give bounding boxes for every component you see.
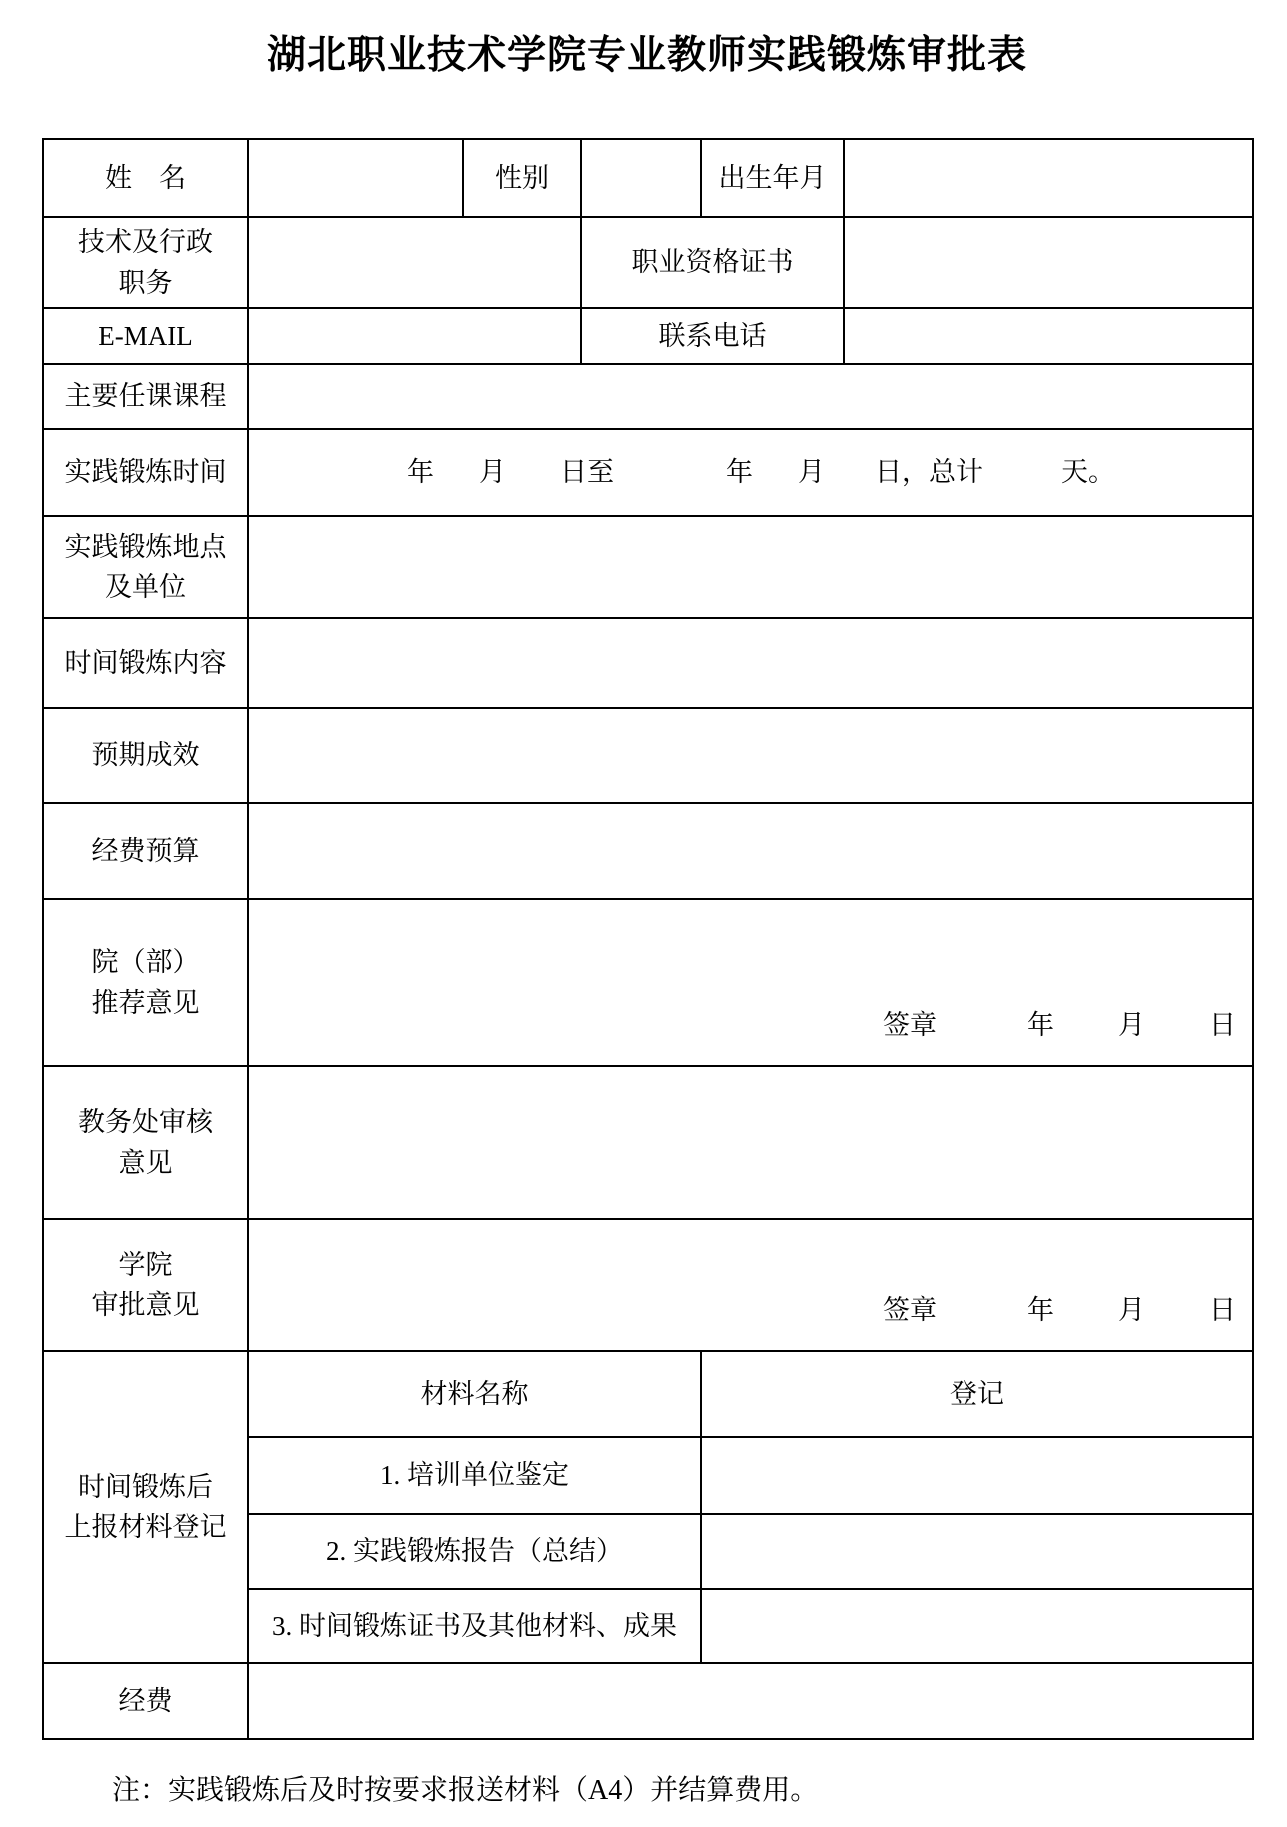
practice-place-label <box>43 516 248 618</box>
expected-results-label: 预期成效 <box>43 708 248 803</box>
birth-label: 出生年月 <box>701 139 844 217</box>
dept-year-label: 年 <box>1027 1009 1054 1040</box>
material-item-2-register-cell[interactable] <box>701 1514 1253 1589</box>
materials-registration-label <box>43 1351 248 1663</box>
budget-label: 经费预算 <box>43 803 248 899</box>
dept-opinion-label-line2: 推荐意见 <box>91 987 200 1018</box>
phone-input-cell[interactable] <box>844 308 1253 364</box>
email-label: E-MAIL <box>43 308 248 364</box>
time-day2-label: 日，总计 <box>875 457 983 488</box>
phone-label: 联系电话 <box>581 308 844 364</box>
academic-office-label <box>43 1066 248 1219</box>
academic-office-label-line1: 教务处审核 <box>78 1107 213 1137</box>
materials-registration-label-line1: 时间锻炼后 <box>78 1471 213 1502</box>
time-year2-label: 年 <box>726 457 753 488</box>
courses-input-cell[interactable] <box>248 364 1253 429</box>
tech-admin-label-line2: 职务 <box>118 267 173 298</box>
gender-label: 性别 <box>463 139 581 217</box>
budget-input-cell[interactable] <box>248 803 1253 899</box>
dept-opinion-label-line1: 院（部） <box>91 947 200 977</box>
footnote: 注：实践锻炼后及时按要求报送材料（A4）并结算费用。 <box>112 1775 819 1806</box>
time-total-days-label: 天。 <box>1061 457 1115 488</box>
time-year1-label: 年 <box>407 457 434 488</box>
name-input-cell[interactable] <box>248 139 463 217</box>
name-label: 姓 名 <box>43 139 248 217</box>
material-item-3-register-cell[interactable] <box>701 1589 1253 1663</box>
tech-admin-label-line1: 技术及行政 <box>78 227 213 257</box>
college-approval-label-line1: 学院 <box>118 1249 173 1280</box>
fund-label: 经费 <box>43 1663 248 1739</box>
college-approval-label <box>43 1219 248 1351</box>
courses-label: 主要任课课程 <box>43 364 248 429</box>
academic-office-label-line2: 意见 <box>118 1147 173 1178</box>
dept-signature-line <box>883 1005 1236 1046</box>
practice-place-label-line2: 及单位 <box>105 572 186 602</box>
gender-input-cell[interactable] <box>581 139 701 217</box>
practice-time-label: 实践锻炼时间 <box>43 429 248 516</box>
college-approval-input-cell[interactable] <box>248 1219 1253 1351</box>
materials-registration-label-line2: 上报材料登记 <box>64 1512 227 1542</box>
page-title: 湖北职业技术学院专业教师实践锻炼审批表 <box>266 34 1027 77</box>
dept-day-label: 日 <box>1209 1009 1236 1040</box>
college-stamp-label: 签章 <box>883 1294 937 1325</box>
register-header: 登记 <box>701 1351 1253 1437</box>
practice-place-label-line1: 实践锻炼地点 <box>64 531 227 562</box>
dept-opinion-label <box>43 899 248 1066</box>
college-year-label: 年 <box>1027 1294 1054 1325</box>
practice-time-template <box>249 452 1252 493</box>
tech-admin-label <box>43 217 248 308</box>
material-name-header: 材料名称 <box>248 1351 701 1437</box>
qualification-label: 职业资格证书 <box>581 217 844 308</box>
dept-month-label: 月 <box>1118 1009 1145 1040</box>
college-month-label: 月 <box>1118 1294 1145 1325</box>
dept-stamp-label: 签章 <box>883 1009 937 1040</box>
practice-content-label: 时间锻炼内容 <box>43 618 248 708</box>
academic-office-input-cell[interactable] <box>248 1066 1253 1219</box>
college-approval-label-line2: 审批意见 <box>91 1290 200 1320</box>
material-item-1-register-cell[interactable] <box>701 1437 1253 1514</box>
fund-input-cell[interactable] <box>248 1663 1253 1739</box>
practice-content-input-cell[interactable] <box>248 618 1253 708</box>
time-month1-label: 月 <box>479 457 506 488</box>
material-item-1: 1. 培训单位鉴定 <box>248 1437 701 1514</box>
approval-table <box>42 138 1254 1740</box>
material-item-2: 2. 实践锻炼报告（总结） <box>248 1514 701 1589</box>
material-item-3: 3. 时间锻炼证书及其他材料、成果 <box>248 1589 701 1663</box>
college-signature-line <box>883 1290 1236 1331</box>
time-month2-label: 月 <box>798 457 825 488</box>
college-day-label: 日 <box>1209 1294 1236 1325</box>
birth-input-cell[interactable] <box>844 139 1253 217</box>
dept-opinion-input-cell[interactable] <box>248 899 1253 1066</box>
expected-results-input-cell[interactable] <box>248 708 1253 803</box>
email-input-cell[interactable] <box>248 308 581 364</box>
tech-admin-input-cell[interactable] <box>248 217 581 308</box>
qualification-input-cell[interactable] <box>844 217 1253 308</box>
time-day1-label: 日至 <box>560 457 614 488</box>
practice-place-input-cell[interactable] <box>248 516 1253 618</box>
practice-time-input-cell[interactable] <box>248 429 1253 516</box>
